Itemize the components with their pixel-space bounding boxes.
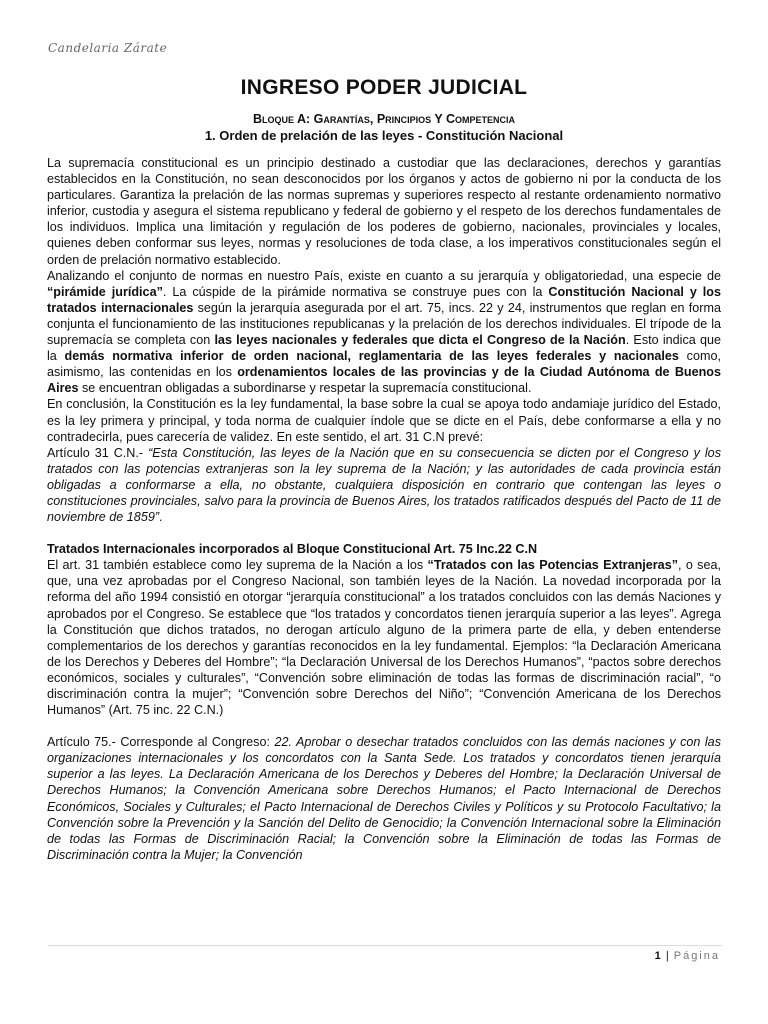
paragraph-treaties: El art. 31 también establece como ley suprema de la Nación a los “Tratados con las Potencias Extranjeras”, o sea, que, una vez aprobadas por el Congreso Nacional, son también leyes de la Nación. La novedad incorporada por la reforma del año 1994 consistió en otorgar “jerarquía constitucional” a los tratados concluidos con las demás Naciones y aprobados por el Congreso. Se establece que “los tratados y concordatos tienen jerarquía superior a las leyes”. Agrega la Constitución que dichos tratados, no derogan artículo alguno de la primera parte de ella, y deben entenderse complementarios de los derechos y garantías reconocidos en la ley fundamental. Ejemplos: “la Declaración Americana de los Derechos y Deberes del Hombre”; “la Declaración Universal de los Derechos Humanos”, “pactos sobre derechos económicos, sociales y culturales”, “Convención sobre eliminación de todas las formas de discriminación racial”, “o discriminación contra la mujer”; “Convención sobre Derechos del Niño”; “Convención Americana de los Derechos Humanos” (Art. 75 inc. 22 C.N.) [47,558,721,718]
spacer [47,718,721,734]
block-subtitle: Bloque A: Garantías, Principios Y Competencia [252,112,516,126]
paragraph-conclusion: En conclusión, la Constitución es la ley fundamental, la base sobre la cual se apoya todo andamiaje jurídico del Estado, es la ley primera y principal, y toda norma de cualquier índole que se dicte en el País, debe conformarse a ella y no contradecirla, pues carecería de validez. En este sentido, el art. 31 C.N prevé: [47,397,721,444]
document-body [47,155,721,863]
paragraph-supremacy: La supremacía constitucional es un principio destinado a custodiar que las declaraciones, derechos y garantías establecidos en la Constitución, no sean desconocidos por los órganos y actos de gobierno ni por la conducta de los particulares. Garantiza la prelación de las normas supremas y superiores respecto al restante ordenamiento normativo inferior, custodia y asegura el sistema republicano y federal de gobierno y el respeto de los derechos fundamentales de los individuos. Implica una limitación y regulación de los poderes de gobierno, nacionales, provinciales y locales, quienes deben conformar sus leyes, normas y resoluciones de toda clase, a los imperativos constitucionales según el orden de prelación normativo establecido. [47,156,721,267]
footer-divider [48,945,722,946]
paragraph-article-75: Artículo 75.- Corresponde al Congreso: 22. Aprobar o desechar tratados concluidos con las demás naciones y con las organizaciones internacionales y los concordatos con la Santa Sede. Los tratados y concordatos tienen jerarquía superior a las leyes. La Declaración Americana de los Derechos y Deberes del Hombre; la Declaración Universal de Derechos Humanos; la Convención Americana sobre Derechos Humanos; el Pacto Internacional de Derechos Económicos, Sociales y Culturales; el Pacto Internacional de Derechos Civiles y Políticos y su Protocolo Facultativo; la Convención sobre la Prevención y la Sanción del Delito de Genocidio; la Convención Internacional sobre la Eliminación de todas las Formas de Discriminación Racial; la Convención sobre la Eliminación de todas las Formas de Discriminación contra la Mujer; la Convención [47,735,721,862]
spacer [47,525,721,541]
paragraph-pyramid: Analizando el conjunto de normas en nuestro País, existe en cuanto a su jerarquía y obligatoriedad, una especie de “pirámide jurídica”. La cúspide de la pirámide normativa se construye pues con la Constitución Nacional y los tratados internacionales según la jerarquía asegurada por el art. 75, incs. 22 y 24, instrumentos que reglan en forma conjunta el funcionamiento de las instituciones republicanas y la prelación de los derechos individuales. El trípode de la supremacía se completa con las leyes nacionales y federales que dicta el Congreso de la Nación. Esto indica que la demás normativa inferior de orden nacional, reglamentaria de las leyes federales y nacionales como, asimismo, las contenidas en los ordenamientos locales de las provincias y de la Ciudad Autónoma de Buenos Aires se encuentran obligadas a subordinarse y respetar la supremacía constitucional. [47,268,722,396]
page-footer [655,950,720,962]
paragraph-article-31: Artículo 31 C.N.- “Esta Constitución, las leyes de la Nación que en su consecuencia se dicten por el Congreso y los tratados con las potencias extranjeras son la ley suprema de la Nación; y las autoridades de cada provincia están obligadas a conformarse a ella, no obstante, cualquiera disposición en contrario que contengan las leyes o constituciones provinciales, salvo para la provincia de Buenos Aires, los tratados ratificados después del Pacto de 11 de noviembre de 1859”. [47,445,721,525]
section-heading-treaties: Tratados Internacionales incorporados al Bloque Constitucional Art. 75 Inc.22 C.N [47,542,538,557]
footer-separator: | [665,950,669,962]
page-number: 1 [654,950,661,962]
page-label: Página [673,950,720,962]
section-title: 1. Orden de prelación de las leyes - Constitución Nacional [204,128,564,143]
header-author: Candelaria Zárate [48,41,168,55]
page-title: INGRESO PODER JUDICIAL [240,76,528,99]
